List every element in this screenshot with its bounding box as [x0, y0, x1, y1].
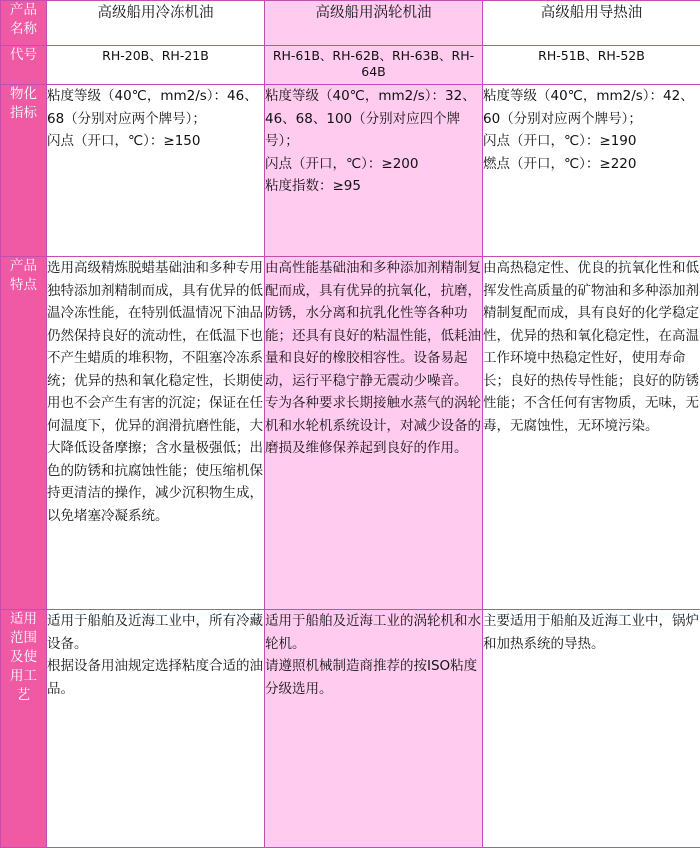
properties-label: 物化 指标: [1, 85, 47, 257]
features-refrigeration-oil: [47, 257, 265, 610]
feature-paragraph: 选用高级精炼脱蜡基础油和多种专用独特添加剂精制而成，具有优异的低温冷冻性能，在特别低温情况下油品仍然保持良好的流动性，在低温下也不产生蜡质的堆积物，不阻塞冷冻系统；优异的热和氧化稳定性，长期使用也不会产生有害的沉淀；保证在任何温度下，优异的润滑抗磨性能，大大降低设备摩擦；含水量极强低；出色的防锈和抗腐蚀性能；使压缩机保持更清洁的操作，减少沉积物生成，以免堵塞冷凝系统。: [47, 257, 264, 527]
code-refrigeration-oil: RH-20B、RH-21B: [47, 46, 265, 85]
viscosity-index: 粘度指数：≥95: [265, 175, 482, 198]
flash-point: 闪点（开口，℃）：≥200: [265, 153, 482, 176]
scope-paragraph: 适用于船舶及近海工业中，所有冷藏设备。: [47, 610, 264, 655]
scope-refrigeration-oil: [47, 610, 265, 848]
scope-label: 适用 范围 及使 用工 艺: [1, 610, 47, 848]
scope-row: [1, 610, 700, 848]
product-name-turbine-oil: 高级船用涡轮机油: [265, 1, 483, 46]
features-label: 产品 特点: [1, 257, 47, 610]
code-heat-transfer-oil: RH-51B、RH-52B: [483, 46, 700, 85]
viscosity-grade: 粘度等级（40℃，mm2/s）：46、68（分别对应两个牌号）；: [47, 85, 264, 130]
viscosity-grade: 粘度等级（40℃，mm2/s）：42、60（分别对应两个牌号）；: [483, 85, 700, 130]
features-turbine-oil: [265, 257, 483, 610]
feature-paragraph: 专为各种要求长期接触水蒸气的涡轮机和水轮机系统设计，对减少设备的磨损及维修保养起到良好的作用。: [265, 392, 482, 460]
features-row: [1, 257, 700, 610]
feature-paragraph: 由高性能基础油和多种添加剂精制复配而成，具有优异的抗氧化，抗磨，防锈，水分离和抗乳化性等各种功能；还具有良好的粘温性能，低耗油量和良好的橡胶相容性。设备易起动，运行平稳宁静无震动少噪音。: [265, 257, 482, 392]
viscosity-grade: 粘度等级（40℃，mm2/s）：32、46、68、100（分别对应四个牌号）；: [265, 85, 482, 153]
scope-turbine-oil: [265, 610, 483, 848]
feature-paragraph: 由高热稳定性、优良的抗氧化性和低挥发性高质量的矿物油和多种添加剂精制复配而成，具有良好的化学稳定性，优异的热和氧化稳定性，在高温工作环境中热稳定性好，使用寿命长；良好的热传导性能；良好的防锈性能；不含任何有害物质，无味，无毒，无腐蚀性，无环境污染。: [483, 257, 700, 437]
scope-paragraph: 主要适用于船舶及近海工业中，锅炉和加热系统的导热。: [483, 610, 700, 655]
product-name-row: [1, 1, 700, 46]
properties-turbine-oil: [265, 85, 483, 257]
properties-row: [1, 85, 700, 257]
features-heat-transfer-oil: [483, 257, 700, 610]
flash-point: 闪点（开口，℃）：≥150: [47, 130, 264, 153]
scope-paragraph: 请遵照机械制造商推荐的按ISO粘度分级选用。: [265, 655, 482, 700]
fire-point: 燃点（开口，℃）：≥220: [483, 153, 700, 176]
scope-paragraph: 根据设备用油规定选择粘度合适的油品。: [47, 655, 264, 700]
code-row: [1, 46, 700, 85]
scope-paragraph: 适用于船舶及近海工业的涡轮机和水轮机。: [265, 610, 482, 655]
code-turbine-oil: RH-61B、RH-62B、RH-63B、RH-64B: [265, 46, 483, 85]
code-label: 代号: [1, 46, 47, 85]
scope-heat-transfer-oil: [483, 610, 700, 848]
product-name-refrigeration-oil: 高级船用冷冻机油: [47, 1, 265, 46]
properties-heat-transfer-oil: [483, 85, 700, 257]
flash-point: 闪点（开口，℃）：≥190: [483, 130, 700, 153]
product-name-label: 产品 名称: [1, 1, 47, 46]
properties-refrigeration-oil: [47, 85, 265, 257]
product-name-heat-transfer-oil: 高级船用导热油: [483, 1, 700, 46]
